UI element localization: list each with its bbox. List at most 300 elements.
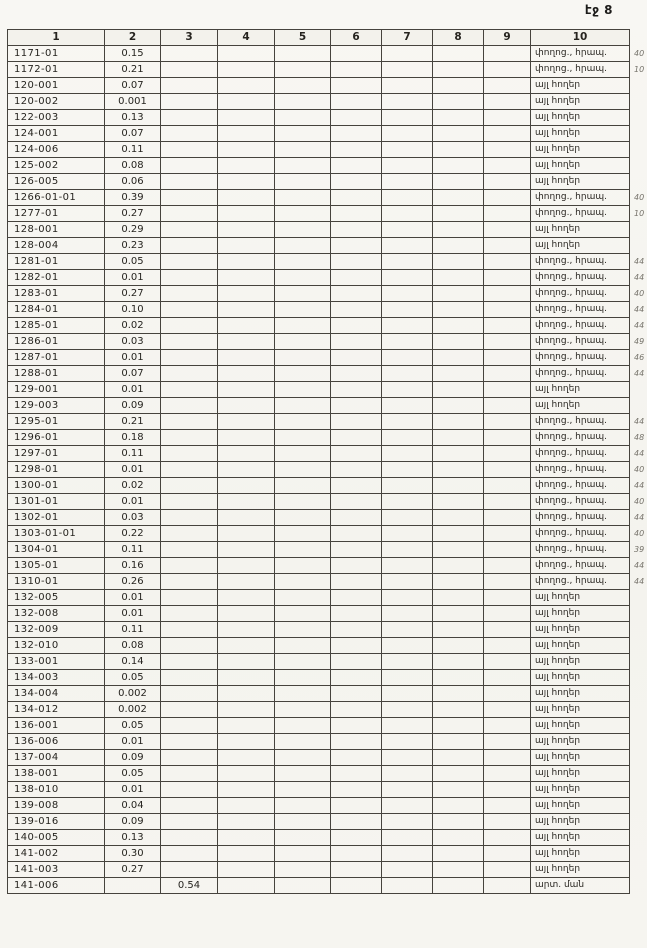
parcel-code-cell: 1310-01 bbox=[8, 574, 105, 590]
area-value-cell: 0.07 bbox=[105, 366, 161, 382]
land-type-cell: փողոց., հրապ. bbox=[531, 190, 630, 206]
margin-note: 48 bbox=[634, 433, 645, 442]
area-value-cell: 0.27 bbox=[105, 862, 161, 878]
empty-cell bbox=[331, 718, 382, 734]
margin-note bbox=[630, 878, 647, 894]
empty-cell bbox=[433, 142, 484, 158]
empty-cell bbox=[382, 350, 433, 366]
empty-cell bbox=[275, 846, 331, 862]
margin-note bbox=[630, 798, 647, 814]
empty-cell bbox=[275, 766, 331, 782]
empty-cell bbox=[218, 878, 275, 894]
empty-cell bbox=[218, 542, 275, 558]
land-type-cell: փողոց., հրապ. bbox=[531, 446, 630, 462]
land-type-cell: այլ հողեր bbox=[531, 862, 630, 878]
empty-cell bbox=[218, 238, 275, 254]
parcel-code-cell: 140-005 bbox=[8, 830, 105, 846]
parcel-code-cell: 134-004 bbox=[8, 686, 105, 702]
margin-note bbox=[630, 590, 647, 606]
empty-cell bbox=[331, 430, 382, 446]
empty-cell bbox=[218, 94, 275, 110]
col3-value-cell bbox=[161, 494, 218, 510]
parcel-code-cell: 1284-01 bbox=[8, 302, 105, 318]
table-row bbox=[8, 462, 647, 478]
empty-cell bbox=[484, 862, 531, 878]
margin-note bbox=[630, 734, 647, 750]
col3-value-cell bbox=[161, 398, 218, 414]
empty-cell bbox=[331, 46, 382, 62]
margin-note bbox=[630, 830, 647, 846]
empty-cell bbox=[275, 334, 331, 350]
empty-cell bbox=[218, 78, 275, 94]
margin-note: 40 bbox=[634, 465, 645, 474]
empty-cell bbox=[331, 110, 382, 126]
empty-cell bbox=[275, 702, 331, 718]
empty-cell bbox=[433, 510, 484, 526]
area-value-cell: 0.13 bbox=[105, 830, 161, 846]
empty-cell bbox=[218, 366, 275, 382]
empty-cell bbox=[275, 142, 331, 158]
empty-cell bbox=[331, 478, 382, 494]
empty-cell bbox=[331, 542, 382, 558]
empty-cell bbox=[275, 590, 331, 606]
area-value-cell: 0.01 bbox=[105, 350, 161, 366]
table-row bbox=[8, 206, 647, 222]
empty-cell bbox=[218, 654, 275, 670]
empty-cell bbox=[218, 206, 275, 222]
table-row bbox=[8, 782, 647, 798]
empty-cell bbox=[218, 478, 275, 494]
area-value-cell: 0.002 bbox=[105, 686, 161, 702]
empty-cell bbox=[382, 478, 433, 494]
empty-cell bbox=[433, 462, 484, 478]
empty-cell bbox=[218, 686, 275, 702]
table-row bbox=[8, 318, 647, 334]
empty-cell bbox=[433, 558, 484, 574]
empty-cell bbox=[382, 94, 433, 110]
parcel-code-cell: 1296-01 bbox=[8, 430, 105, 446]
empty-cell bbox=[433, 238, 484, 254]
empty-cell bbox=[331, 318, 382, 334]
empty-cell bbox=[331, 174, 382, 190]
empty-cell bbox=[275, 494, 331, 510]
empty-cell bbox=[433, 750, 484, 766]
empty-cell bbox=[433, 702, 484, 718]
parcel-code-cell: 132-009 bbox=[8, 622, 105, 638]
empty-cell bbox=[433, 846, 484, 862]
area-value-cell: 0.03 bbox=[105, 510, 161, 526]
land-type-cell: փողոց., հրապ. bbox=[531, 542, 630, 558]
empty-cell bbox=[433, 622, 484, 638]
empty-cell bbox=[382, 510, 433, 526]
parcel-code-cell: 128-004 bbox=[8, 238, 105, 254]
table-row bbox=[8, 654, 647, 670]
column-header: 2 bbox=[105, 30, 161, 46]
empty-cell bbox=[275, 526, 331, 542]
land-type-cell: փողոց., հրապ. bbox=[531, 286, 630, 302]
col3-value-cell bbox=[161, 414, 218, 430]
land-type-cell: փողոց., հրապ. bbox=[531, 46, 630, 62]
table-header-row bbox=[8, 30, 647, 46]
empty-cell bbox=[275, 46, 331, 62]
col3-value-cell bbox=[161, 302, 218, 318]
empty-cell bbox=[218, 46, 275, 62]
empty-cell bbox=[382, 574, 433, 590]
parcel-code-cell: 1288-01 bbox=[8, 366, 105, 382]
column-header: 5 bbox=[275, 30, 331, 46]
land-type-cell: այլ հողեր bbox=[531, 398, 630, 414]
margin-note bbox=[630, 94, 647, 110]
empty-cell bbox=[331, 766, 382, 782]
empty-cell bbox=[275, 190, 331, 206]
area-value-cell: 0.02 bbox=[105, 478, 161, 494]
empty-cell bbox=[331, 878, 382, 894]
land-type-cell: այլ հողեր bbox=[531, 670, 630, 686]
margin-note: 46 bbox=[634, 353, 645, 362]
table-row bbox=[8, 606, 647, 622]
empty-cell bbox=[275, 862, 331, 878]
empty-cell bbox=[484, 350, 531, 366]
empty-cell bbox=[484, 606, 531, 622]
empty-cell bbox=[218, 334, 275, 350]
empty-cell bbox=[433, 206, 484, 222]
margin-note bbox=[630, 158, 647, 174]
empty-cell bbox=[484, 206, 531, 222]
empty-cell bbox=[484, 286, 531, 302]
land-type-cell: փողոց., հրապ. bbox=[531, 366, 630, 382]
table-row bbox=[8, 686, 647, 702]
empty-cell bbox=[382, 734, 433, 750]
empty-cell bbox=[331, 670, 382, 686]
area-value-cell: 0.04 bbox=[105, 798, 161, 814]
area-value-cell: 0.002 bbox=[105, 702, 161, 718]
empty-cell bbox=[218, 590, 275, 606]
empty-cell bbox=[331, 142, 382, 158]
empty-cell bbox=[433, 414, 484, 430]
empty-cell bbox=[382, 142, 433, 158]
empty-cell bbox=[382, 110, 433, 126]
empty-cell bbox=[382, 606, 433, 622]
empty-cell bbox=[331, 702, 382, 718]
parcel-code-cell: 1286-01 bbox=[8, 334, 105, 350]
empty-cell bbox=[331, 398, 382, 414]
column-header: 4 bbox=[218, 30, 275, 46]
empty-cell bbox=[275, 206, 331, 222]
empty-cell bbox=[433, 174, 484, 190]
empty-cell bbox=[331, 734, 382, 750]
empty-cell bbox=[484, 46, 531, 62]
empty-cell bbox=[484, 94, 531, 110]
empty-cell bbox=[331, 334, 382, 350]
col3-value-cell bbox=[161, 862, 218, 878]
empty-cell bbox=[331, 286, 382, 302]
empty-cell bbox=[382, 318, 433, 334]
table-row bbox=[8, 254, 647, 270]
empty-cell bbox=[433, 190, 484, 206]
land-type-cell: այլ հողեր bbox=[531, 782, 630, 798]
table-row bbox=[8, 574, 647, 590]
table-row bbox=[8, 126, 647, 142]
empty-cell bbox=[433, 94, 484, 110]
area-value-cell: 0.05 bbox=[105, 718, 161, 734]
empty-cell bbox=[218, 814, 275, 830]
empty-cell bbox=[484, 398, 531, 414]
parcel-code-cell: 136-001 bbox=[8, 718, 105, 734]
margin-note bbox=[630, 750, 647, 766]
page-number-label: էջ 8 bbox=[584, 3, 613, 17]
empty-cell bbox=[218, 158, 275, 174]
area-value-cell: 0.11 bbox=[105, 622, 161, 638]
empty-cell bbox=[382, 270, 433, 286]
land-type-cell: այլ հողեր bbox=[531, 814, 630, 830]
area-value-cell: 0.01 bbox=[105, 462, 161, 478]
empty-cell bbox=[218, 350, 275, 366]
parcel-code-cell: 139-016 bbox=[8, 814, 105, 830]
empty-cell bbox=[382, 766, 433, 782]
empty-cell bbox=[275, 606, 331, 622]
empty-cell bbox=[382, 78, 433, 94]
margin-note: 49 bbox=[634, 337, 645, 346]
area-value-cell: 0.16 bbox=[105, 558, 161, 574]
area-value-cell: 0.23 bbox=[105, 238, 161, 254]
empty-cell bbox=[218, 382, 275, 398]
land-type-cell: այլ հողեր bbox=[531, 830, 630, 846]
empty-cell bbox=[218, 846, 275, 862]
col3-value-cell bbox=[161, 798, 218, 814]
table-row bbox=[8, 62, 647, 78]
table-row bbox=[8, 110, 647, 126]
empty-cell bbox=[433, 606, 484, 622]
empty-cell bbox=[331, 382, 382, 398]
parcel-code-cell: 1295-01 bbox=[8, 414, 105, 430]
empty-cell bbox=[218, 526, 275, 542]
empty-cell bbox=[331, 302, 382, 318]
parcel-code-cell: 122-003 bbox=[8, 110, 105, 126]
empty-cell bbox=[433, 446, 484, 462]
empty-cell bbox=[331, 366, 382, 382]
parcel-code-cell: 1297-01 bbox=[8, 446, 105, 462]
empty-cell bbox=[484, 686, 531, 702]
area-value-cell: 0.09 bbox=[105, 750, 161, 766]
empty-cell bbox=[218, 606, 275, 622]
area-value-cell: 0.27 bbox=[105, 286, 161, 302]
margin-note: 44 bbox=[634, 481, 645, 490]
column-header: 9 bbox=[484, 30, 531, 46]
area-value-cell: 0.05 bbox=[105, 254, 161, 270]
margin-note: 44 bbox=[634, 417, 645, 426]
empty-cell bbox=[218, 222, 275, 238]
empty-cell bbox=[433, 350, 484, 366]
empty-cell bbox=[382, 558, 433, 574]
land-type-cell: փողոց., հրապ. bbox=[531, 494, 630, 510]
empty-cell bbox=[218, 574, 275, 590]
col3-value-cell bbox=[161, 558, 218, 574]
empty-cell bbox=[382, 382, 433, 398]
empty-cell bbox=[484, 414, 531, 430]
col3-value-cell bbox=[161, 270, 218, 286]
empty-cell bbox=[382, 526, 433, 542]
column-header: 3 bbox=[161, 30, 218, 46]
col3-value-cell bbox=[161, 734, 218, 750]
empty-cell bbox=[218, 670, 275, 686]
empty-cell bbox=[331, 206, 382, 222]
empty-cell bbox=[484, 798, 531, 814]
table-row bbox=[8, 814, 647, 830]
empty-cell bbox=[484, 654, 531, 670]
margin-note: 44 bbox=[634, 449, 645, 458]
margin-note bbox=[630, 606, 647, 622]
empty-cell bbox=[382, 222, 433, 238]
margin-note bbox=[630, 110, 647, 126]
empty-cell bbox=[484, 510, 531, 526]
parcel-code-cell: 132-010 bbox=[8, 638, 105, 654]
table-row bbox=[8, 382, 647, 398]
parcel-code-cell: 137-004 bbox=[8, 750, 105, 766]
table-row bbox=[8, 670, 647, 686]
empty-cell bbox=[218, 462, 275, 478]
table-row bbox=[8, 158, 647, 174]
empty-cell bbox=[484, 62, 531, 78]
parcel-code-cell: 129-001 bbox=[8, 382, 105, 398]
col3-value-cell bbox=[161, 830, 218, 846]
area-value-cell: 0.18 bbox=[105, 430, 161, 446]
land-type-cell: այլ հողեր bbox=[531, 798, 630, 814]
table-row bbox=[8, 510, 647, 526]
col3-value-cell bbox=[161, 814, 218, 830]
data-table bbox=[7, 29, 647, 894]
margin-note bbox=[630, 702, 647, 718]
empty-cell bbox=[484, 782, 531, 798]
empty-cell bbox=[218, 174, 275, 190]
empty-cell bbox=[218, 286, 275, 302]
empty-cell bbox=[382, 430, 433, 446]
margin-note bbox=[630, 174, 647, 190]
empty-cell bbox=[275, 510, 331, 526]
col3-value-cell bbox=[161, 446, 218, 462]
parcel-code-cell: 1171-01 bbox=[8, 46, 105, 62]
empty-cell bbox=[218, 398, 275, 414]
empty-cell bbox=[331, 270, 382, 286]
col3-value-cell bbox=[161, 670, 218, 686]
margin-note: 44 bbox=[634, 561, 645, 570]
parcel-code-cell: 1304-01 bbox=[8, 542, 105, 558]
area-value-cell: 0.14 bbox=[105, 654, 161, 670]
col3-value-cell bbox=[161, 334, 218, 350]
empty-cell bbox=[275, 222, 331, 238]
empty-cell bbox=[218, 718, 275, 734]
empty-cell bbox=[218, 638, 275, 654]
empty-cell bbox=[218, 430, 275, 446]
empty-cell bbox=[382, 414, 433, 430]
table-row bbox=[8, 750, 647, 766]
empty-cell bbox=[484, 542, 531, 558]
empty-cell bbox=[331, 862, 382, 878]
empty-cell bbox=[218, 270, 275, 286]
col3-value-cell bbox=[161, 574, 218, 590]
empty-cell bbox=[275, 798, 331, 814]
empty-cell bbox=[275, 430, 331, 446]
empty-cell bbox=[331, 750, 382, 766]
area-value-cell: 0.07 bbox=[105, 78, 161, 94]
empty-cell bbox=[275, 558, 331, 574]
area-value-cell: 0.10 bbox=[105, 302, 161, 318]
empty-cell bbox=[484, 846, 531, 862]
land-type-cell: այլ հողեր bbox=[531, 110, 630, 126]
empty-cell bbox=[382, 158, 433, 174]
empty-cell bbox=[382, 206, 433, 222]
land-type-cell: այլ հողեր bbox=[531, 126, 630, 142]
empty-cell bbox=[275, 286, 331, 302]
empty-cell bbox=[331, 446, 382, 462]
empty-cell bbox=[275, 110, 331, 126]
empty-cell bbox=[433, 382, 484, 398]
empty-cell bbox=[382, 446, 433, 462]
empty-cell bbox=[382, 814, 433, 830]
table-row bbox=[8, 142, 647, 158]
empty-cell bbox=[484, 558, 531, 574]
empty-cell bbox=[331, 846, 382, 862]
empty-cell bbox=[433, 782, 484, 798]
parcel-code-cell: 1300-01 bbox=[8, 478, 105, 494]
area-value-cell: 0.01 bbox=[105, 382, 161, 398]
column-header: 8 bbox=[433, 30, 484, 46]
area-value-cell: 0.11 bbox=[105, 542, 161, 558]
empty-cell bbox=[275, 366, 331, 382]
empty-cell bbox=[275, 350, 331, 366]
margin-note bbox=[630, 654, 647, 670]
table-row bbox=[8, 46, 647, 62]
empty-cell bbox=[484, 190, 531, 206]
empty-cell bbox=[484, 238, 531, 254]
land-type-cell: այլ հողեր bbox=[531, 718, 630, 734]
empty-cell bbox=[484, 814, 531, 830]
parcel-code-cell: 126-005 bbox=[8, 174, 105, 190]
col3-value-cell bbox=[161, 94, 218, 110]
empty-cell bbox=[433, 46, 484, 62]
empty-cell bbox=[382, 750, 433, 766]
empty-cell bbox=[331, 350, 382, 366]
land-type-cell: արտ. ման bbox=[531, 878, 630, 894]
area-value-cell: 0.11 bbox=[105, 142, 161, 158]
table-row bbox=[8, 366, 647, 382]
empty-cell bbox=[433, 62, 484, 78]
empty-cell bbox=[331, 686, 382, 702]
margin-note bbox=[630, 862, 647, 878]
area-value-cell: 0.21 bbox=[105, 414, 161, 430]
parcel-code-cell: 124-006 bbox=[8, 142, 105, 158]
empty-cell bbox=[484, 462, 531, 478]
empty-cell bbox=[382, 462, 433, 478]
margin-note bbox=[630, 398, 647, 414]
land-type-cell: փողոց., հրապ. bbox=[531, 334, 630, 350]
area-value-cell: 0.03 bbox=[105, 334, 161, 350]
margin-note: 40 bbox=[634, 49, 645, 58]
area-value-cell: 0.09 bbox=[105, 398, 161, 414]
empty-cell bbox=[218, 494, 275, 510]
empty-cell bbox=[218, 414, 275, 430]
col3-value-cell bbox=[161, 478, 218, 494]
table-row bbox=[8, 734, 647, 750]
table-row bbox=[8, 174, 647, 190]
empty-cell bbox=[382, 638, 433, 654]
empty-cell bbox=[275, 78, 331, 94]
area-value-cell: 0.27 bbox=[105, 206, 161, 222]
table-row bbox=[8, 718, 647, 734]
parcel-code-cell: 1303-01-01 bbox=[8, 526, 105, 542]
col3-value-cell bbox=[161, 110, 218, 126]
empty-cell bbox=[484, 622, 531, 638]
parcel-code-cell: 134-012 bbox=[8, 702, 105, 718]
